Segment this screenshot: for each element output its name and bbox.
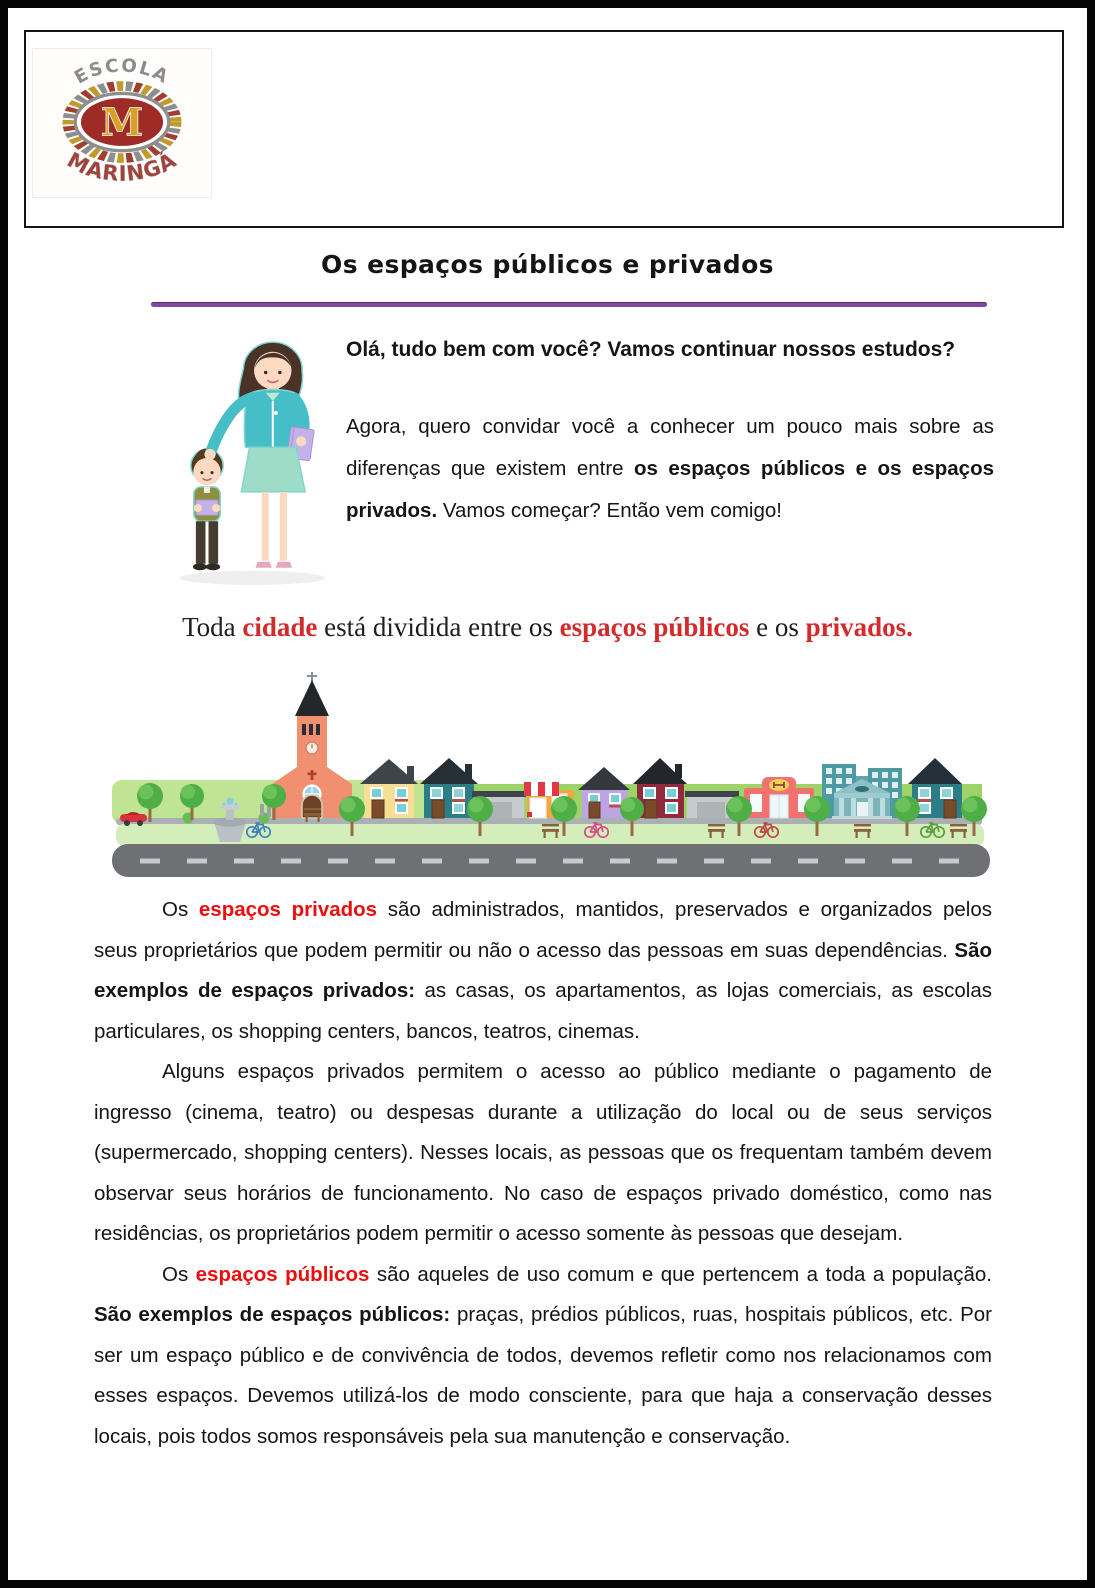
logo-maringa-text: MARINGÁ	[63, 146, 181, 186]
header-box	[24, 30, 1064, 228]
road	[112, 844, 990, 877]
yellow-house	[360, 759, 418, 818]
teacher-and-student-graphic	[166, 328, 334, 586]
school-logo-graphic	[37, 53, 207, 193]
teacher-figure	[204, 342, 314, 568]
paragraph-access-rules: Alguns espaços privados permitem o acesso ao público mediante o pagamento de ingresso (cinema, teatro) ou despesas durante a utilização do local ou de seus serviços (supermercado, shopping centers). Nesses locais, as pessoas que os frequentam também devem observar seus horários de funcionamento. No caso de espaços privado doméstico, como nas residências, os proprietários podem permitir o acesso somente às pessoas que desejam.	[94, 1060, 992, 1245]
intro-paragraph: Agora, quero convidar você a conhecer um pouco mais sobre as diferenças que existem entre os espaços públicos e os espaços privados. Vamos começar? Então vem comigo!	[346, 415, 994, 522]
logo-monogram: M	[100, 100, 144, 146]
intro-text-block	[346, 338, 994, 532]
gym-building	[744, 777, 814, 818]
figure-shadow	[180, 571, 326, 585]
paragraph-private-spaces: Os espaços privados são administrados, mantidos, preservados e organizados pelos seus proprietários que podem permitir ou não o acesso das pessoas em suas dependências. São exemplos de espaços privados: as casas, os apartamentos, as lojas comerciais, as escolas particulares, os shopping centers, bancos, teatros, cinemas.	[94, 898, 992, 1043]
paragraph-public-spaces: Os espaços públicos são aqueles de uso comum e que pertencem a toda a população. São exemplos de espaços públicos: praças, prédios públicos, ruas, hospitais públicos, etc. Por ser um espaço público e de convivência de todos, devemos refletir como nos relacionamos com esses espaços. Devemos utilizá-los de modo consciente, para que haja a conservação desses locais, pois todos somos responsáveis pela sua manutenção e conservação.	[94, 1262, 992, 1448]
greeting-text: Olá, tudo bem com você? Vamos continuar nossos estudos?	[346, 338, 956, 361]
school-logo	[32, 48, 212, 198]
awning	[524, 782, 559, 796]
svg-text:MARINGÁ	[63, 147, 181, 186]
student-figure	[191, 448, 223, 570]
cityscape-illustration	[112, 672, 990, 887]
cityscape-graphic	[112, 672, 990, 882]
logo-escola-text: ESCOLA	[71, 55, 173, 89]
public-building	[822, 764, 902, 819]
logo-gear-ring	[70, 86, 175, 158]
title-rule	[151, 302, 987, 307]
lead-sentence: Toda cidade está dividida entre os espaços públicos e os privados.	[182, 612, 913, 642]
teacher-and-student-illustration	[166, 328, 334, 591]
body-text-block	[94, 890, 992, 1457]
page-title: Os espaços públicos e privados	[321, 250, 774, 279]
sidewalk-strip	[116, 824, 984, 846]
